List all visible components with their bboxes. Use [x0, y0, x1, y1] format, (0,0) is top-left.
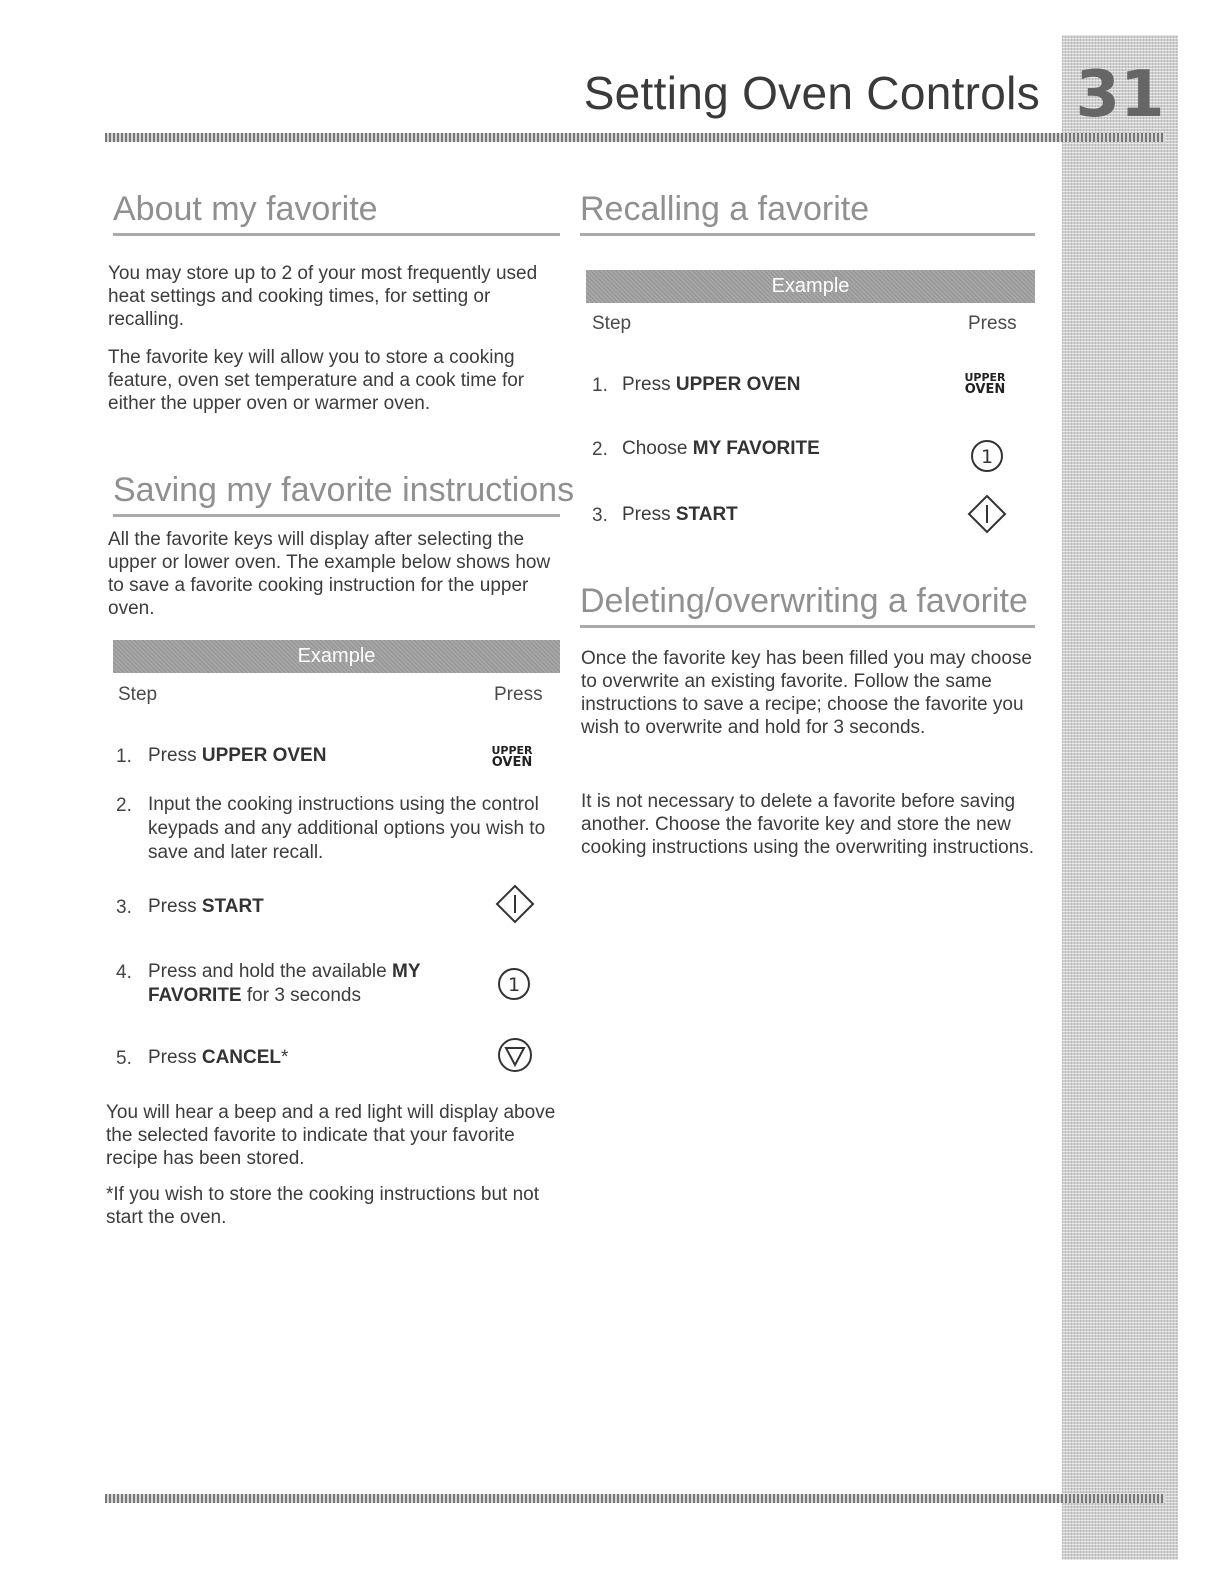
recall-step-3-text: Press START	[622, 504, 738, 525]
footer-rule	[105, 1494, 1165, 1503]
header-rule	[105, 133, 1165, 142]
delete-paragraph-1: Once the favorite key has been filled you may choose to overwrite an existing favorite. Follow the same instructions to save a recipe; choose the favorite you wish to overwrite and hold for 3 seconds.	[581, 648, 1032, 738]
page-number: 31	[1075, 58, 1165, 132]
my-favorite-key-icon	[496, 966, 532, 1002]
about-paragraph-1: You may store up to 2 of your most frequently used heat settings and cooking times, for setting or recalling.	[108, 263, 538, 330]
side-tab	[1062, 35, 1178, 1560]
heading-deleting-overwriting: Deleting/overwriting a favorite	[580, 582, 1035, 628]
my-favorite-key-icon	[969, 438, 1005, 474]
delete-paragraph-2: It is not necessary to delete a favorite before saving another. Choose the favorite key and store the new cooking instructions using the overwriting instructions.	[581, 791, 1035, 858]
saving-step-1-text: Press UPPER OVEN	[148, 745, 327, 766]
saving-step-4-number: 4.	[116, 962, 132, 983]
saving-paragraph: All the favorite keys will display after selecting the upper or lower oven. The example below shows how to save a favorite cooking instruction for the upper oven.	[108, 529, 551, 619]
recall-example-banner: Example	[586, 270, 1035, 303]
cancel-key-icon	[496, 1036, 534, 1074]
heading-recalling-a-favorite: Recalling a favorite	[580, 190, 1035, 236]
recall-step-1-text: Press UPPER OVEN	[622, 374, 801, 395]
saving-after-paragraph-1: You will hear a beep and a red light will display above the selected favorite to indicate that your favorite recipe has been stored.	[106, 1102, 556, 1169]
recall-step-label: Step	[592, 313, 632, 334]
favorite-key-number: 1	[980, 446, 994, 468]
heading-saving-my-favorite: Saving my favorite instructions	[113, 471, 560, 517]
saving-after-paragraph-2: *If you wish to store the cooking instructions but not start the oven.	[106, 1184, 540, 1228]
recall-step-2-number: 2.	[592, 439, 608, 460]
upper-oven-key-icon: UPPER OVEN	[491, 744, 533, 770]
saving-step-5-number: 5.	[116, 1048, 132, 1069]
recall-step-3-number: 3.	[592, 505, 608, 526]
start-key-icon	[495, 884, 535, 924]
recall-step-2-text: Choose MY FAVORITE	[622, 438, 820, 459]
saving-step-5-text: Press CANCEL*	[148, 1047, 289, 1068]
saving-example-banner: Example	[113, 640, 560, 673]
page-title: Setting Oven Controls	[583, 67, 1040, 119]
about-paragraph-2: The favorite key will allow you to store a cooking feature, oven set temperature and a cook time for either the upper oven or warmer oven.	[108, 347, 525, 414]
favorite-key-number: 1	[507, 974, 521, 996]
saving-step-4-text: Press and hold the available MY FAVORITE for 3 seconds	[148, 961, 421, 1006]
recall-press-label: Press	[968, 313, 1017, 334]
recall-step-1-number: 1.	[592, 375, 608, 396]
start-key-icon	[967, 494, 1007, 534]
saving-step-2-text: Input the cooking instructions using the control keypads and any additional options you wish to save and later recall.	[148, 794, 546, 863]
saving-press-label: Press	[494, 684, 543, 705]
saving-step-1-number: 1.	[116, 746, 132, 767]
saving-step-3-number: 3.	[116, 897, 132, 918]
saving-step-2-number: 2.	[116, 795, 132, 816]
saving-step-label: Step	[118, 684, 158, 705]
saving-step-3-text: Press START	[148, 896, 264, 917]
heading-about-my-favorite: About my favorite	[113, 190, 560, 236]
upper-oven-key-icon: UPPER OVEN	[964, 371, 1006, 397]
